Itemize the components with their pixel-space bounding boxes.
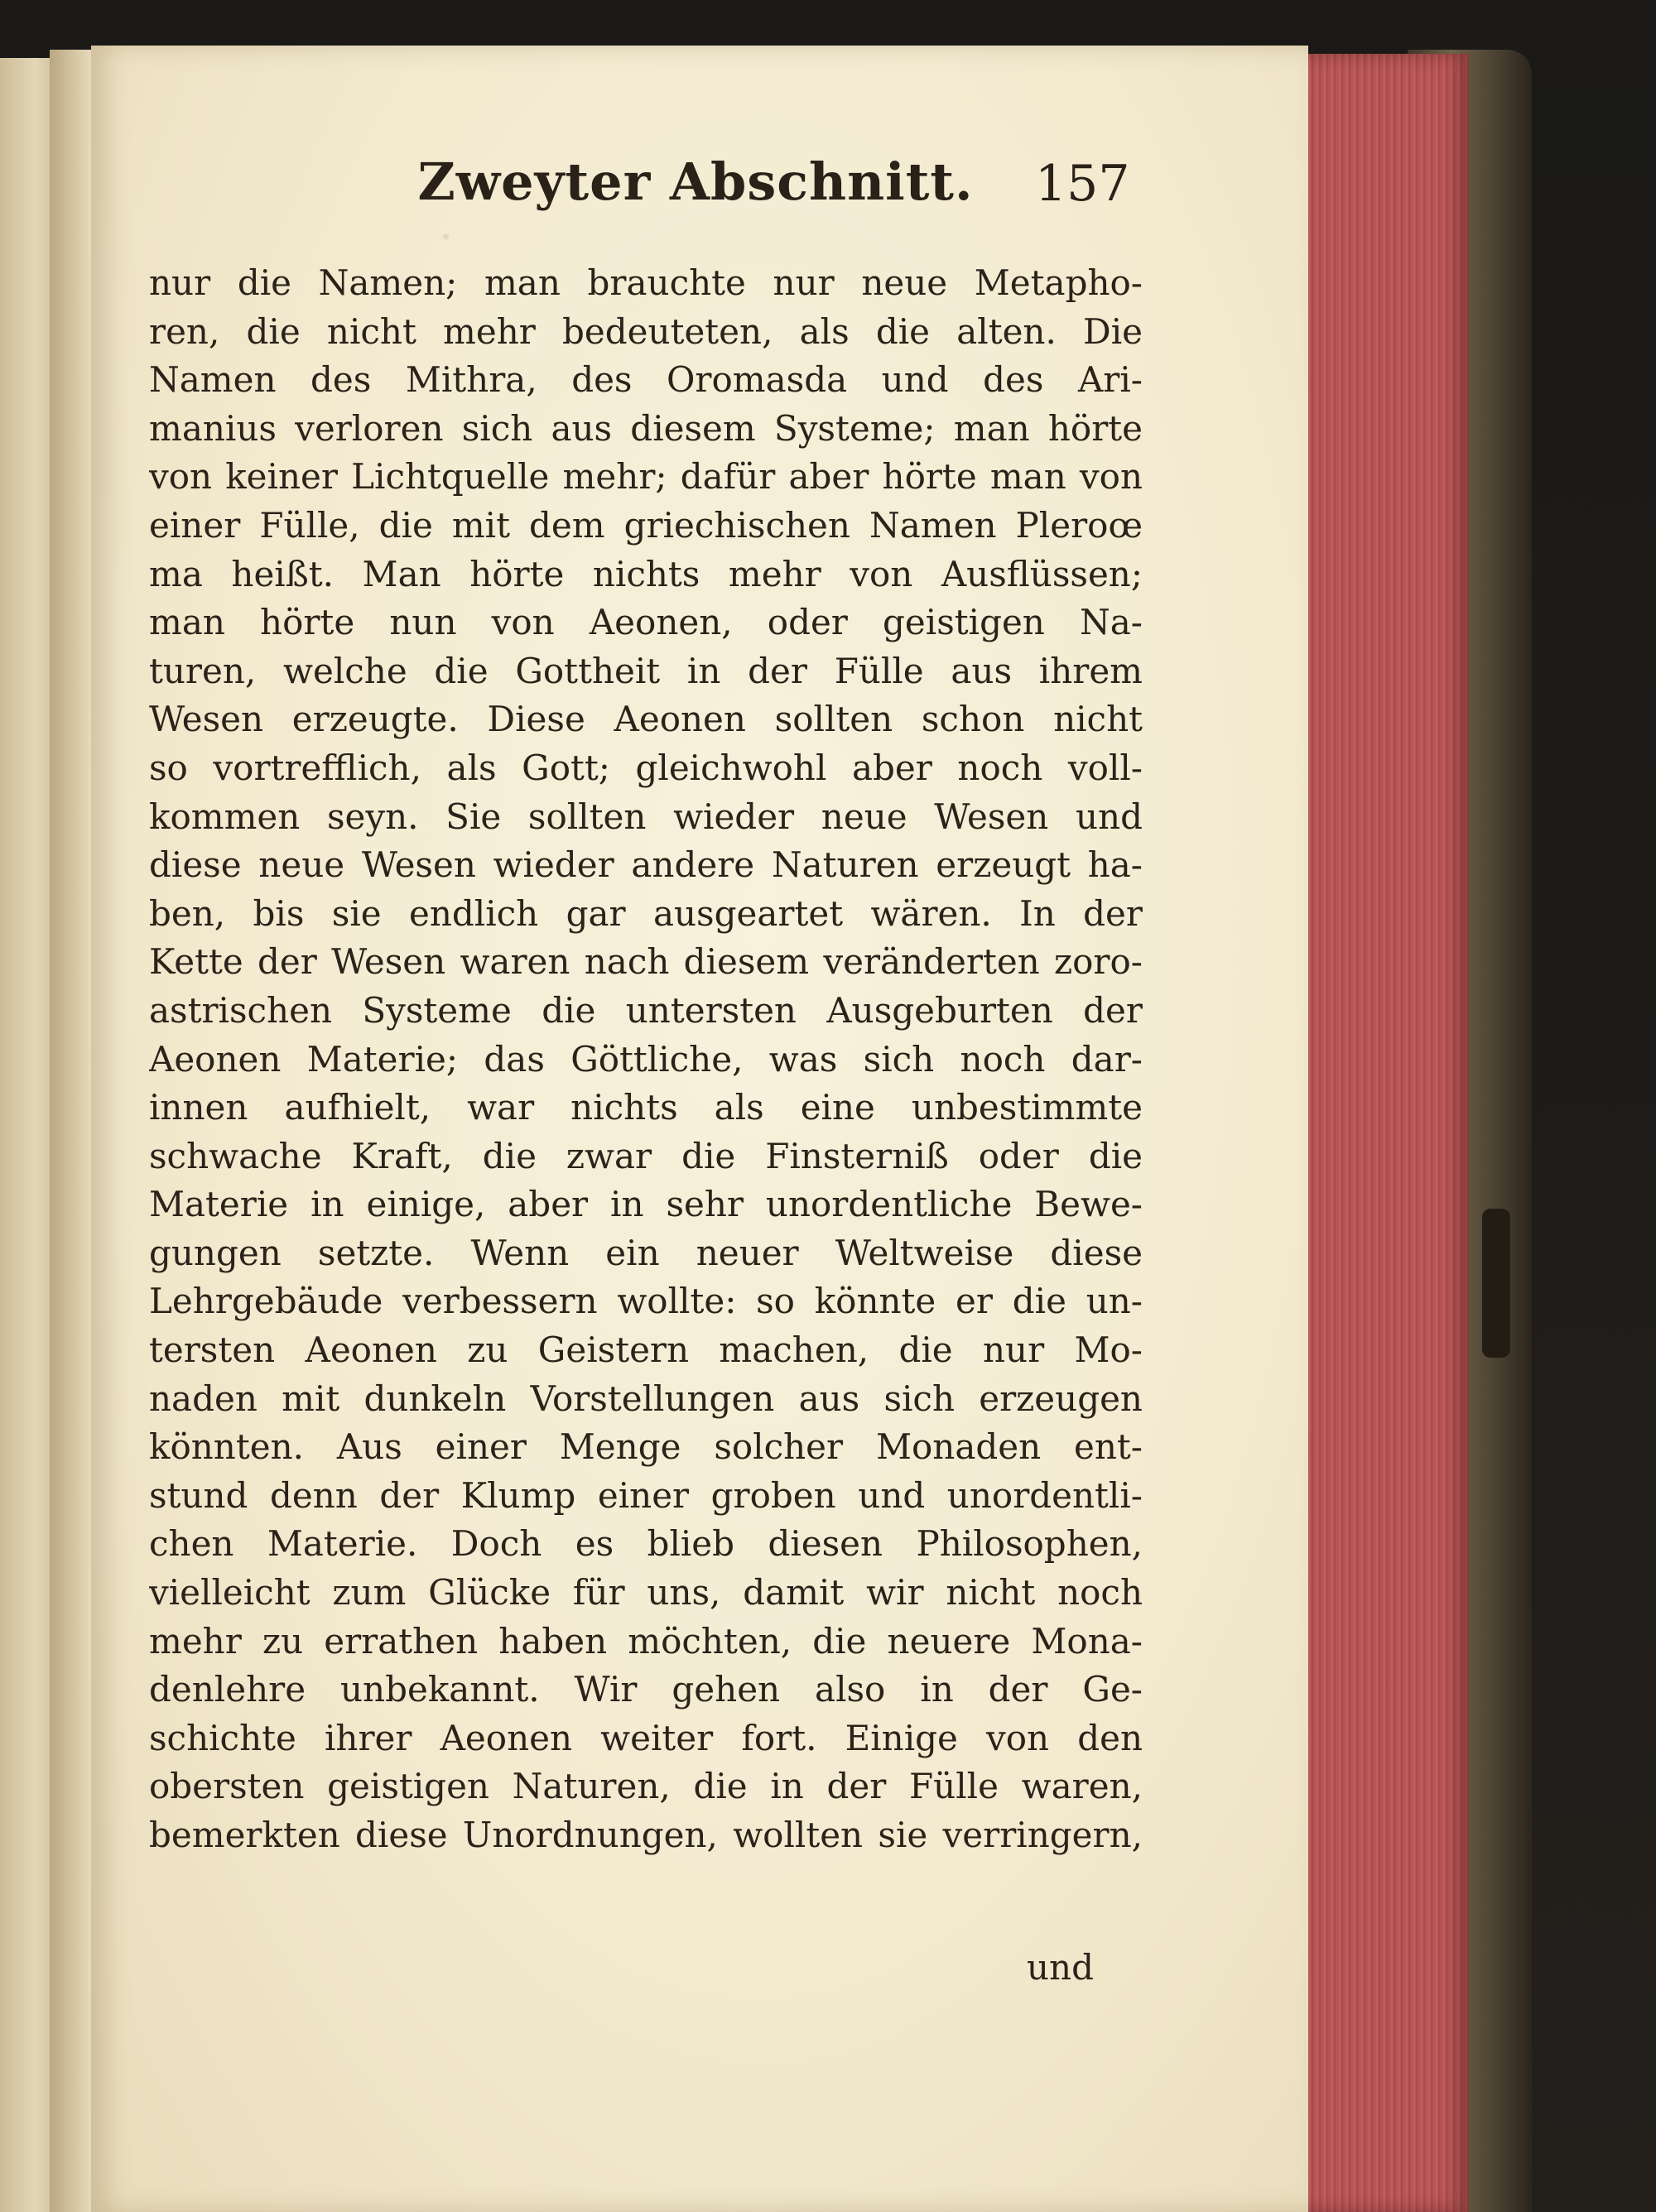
text-line: ma heißt. Man hörte nichts mehr von Ausflüssen; <box>149 553 1143 594</box>
text-line: chen Materie. Doch es blieb diesen Philosophen, <box>149 1523 1143 1565</box>
cover-clasp <box>1482 1209 1510 1358</box>
body-text <box>149 259 1143 1860</box>
red-page-edges <box>1304 54 1469 2212</box>
catchword: und <box>1027 1947 1094 1988</box>
text-line: Aeonen Materie; das Göttliche, was sich noch dar- <box>149 1038 1143 1080</box>
text-line: astrischen Systeme die untersten Ausgeburten der <box>149 989 1143 1031</box>
text-line: Lehrgebäude verbessern wollte: so könnte er die un- <box>149 1281 1143 1322</box>
text-line: einer Fülle, die mit dem griechischen Namen Pleroœ <box>149 504 1143 546</box>
text-line: Namen des Mithra, des Oromasda und des Ari- <box>149 359 1143 401</box>
show-through-marks: · <box>439 211 454 263</box>
text-line: Materie in einige, aber in sehr unordentliche Bewe- <box>149 1184 1143 1225</box>
text-line: vielleicht zum Glücke für uns, damit wir nicht noch <box>149 1572 1143 1613</box>
text-line: schichte ihrer Aeonen weiter fort. Einige von den <box>149 1717 1143 1758</box>
text-line: innen aufhielt, war nichts als eine unbestimmte <box>149 1087 1143 1128</box>
text-line: Kette der Wesen waren nach diesem veränderten zoro- <box>149 941 1143 983</box>
text-line: manius verloren sich aus diesem Systeme; man hörte <box>149 407 1143 449</box>
text-line: von keiner Lichtquelle mehr; dafür aber hörte man von <box>149 456 1143 498</box>
text-line: stund denn der Klump einer groben und unordentli- <box>149 1474 1143 1516</box>
text-line: schwache Kraft, die zwar die Finsterniß oder die <box>149 1135 1143 1176</box>
text-line: nur die Namen; man brauchte nur neue Metapho- <box>149 262 1143 303</box>
text-line: so vortrefflich, als Gott; gleichwohl aber noch voll- <box>149 747 1143 788</box>
text-line: könnten. Aus einer Menge solcher Monaden ent- <box>149 1426 1143 1468</box>
text-line: naden mit dunkeln Vorstellungen aus sich erzeugen <box>149 1378 1143 1419</box>
text-line: kommen seyn. Sie sollten wieder neue Wesen und <box>149 796 1143 837</box>
page-number: 157 <box>1035 155 1130 213</box>
running-title: Zweyter Abschnitt. <box>417 151 974 212</box>
text-line: gungen setzte. Wenn ein neuer Weltweise diese <box>149 1232 1143 1273</box>
text-line: Wesen erzeugte. Diese Aeonen sollten schon nicht <box>149 699 1143 740</box>
text-line: diese neue Wesen wieder andere Naturen erzeugt ha- <box>149 844 1143 886</box>
text-line: bemerkten diese Unordnungen, wollten sie verringern, <box>149 1815 1143 1855</box>
text-line: turen, welche die Gottheit in der Fülle aus ihrem <box>149 650 1143 691</box>
text-line: mehr zu errathen haben möchten, die neuere Mona- <box>149 1620 1143 1661</box>
text-line: tersten Aeonen zu Geistern machen, die nur Mo- <box>149 1330 1143 1371</box>
book-page <box>91 46 1308 2212</box>
text-line: denlehre unbekannt. Wir gehen also in der Ge- <box>149 1669 1143 1710</box>
text-line: ben, bis sie endlich gar ausgeartet wären. In der <box>149 892 1143 934</box>
text-line: man hörte nun von Aeonen, oder geistigen Na- <box>149 602 1143 643</box>
text-line: obersten geistigen Naturen, die in der Fülle waren, <box>149 1766 1143 1807</box>
text-line: ren, die nicht mehr bedeuteten, als die alten. Die <box>149 310 1143 352</box>
